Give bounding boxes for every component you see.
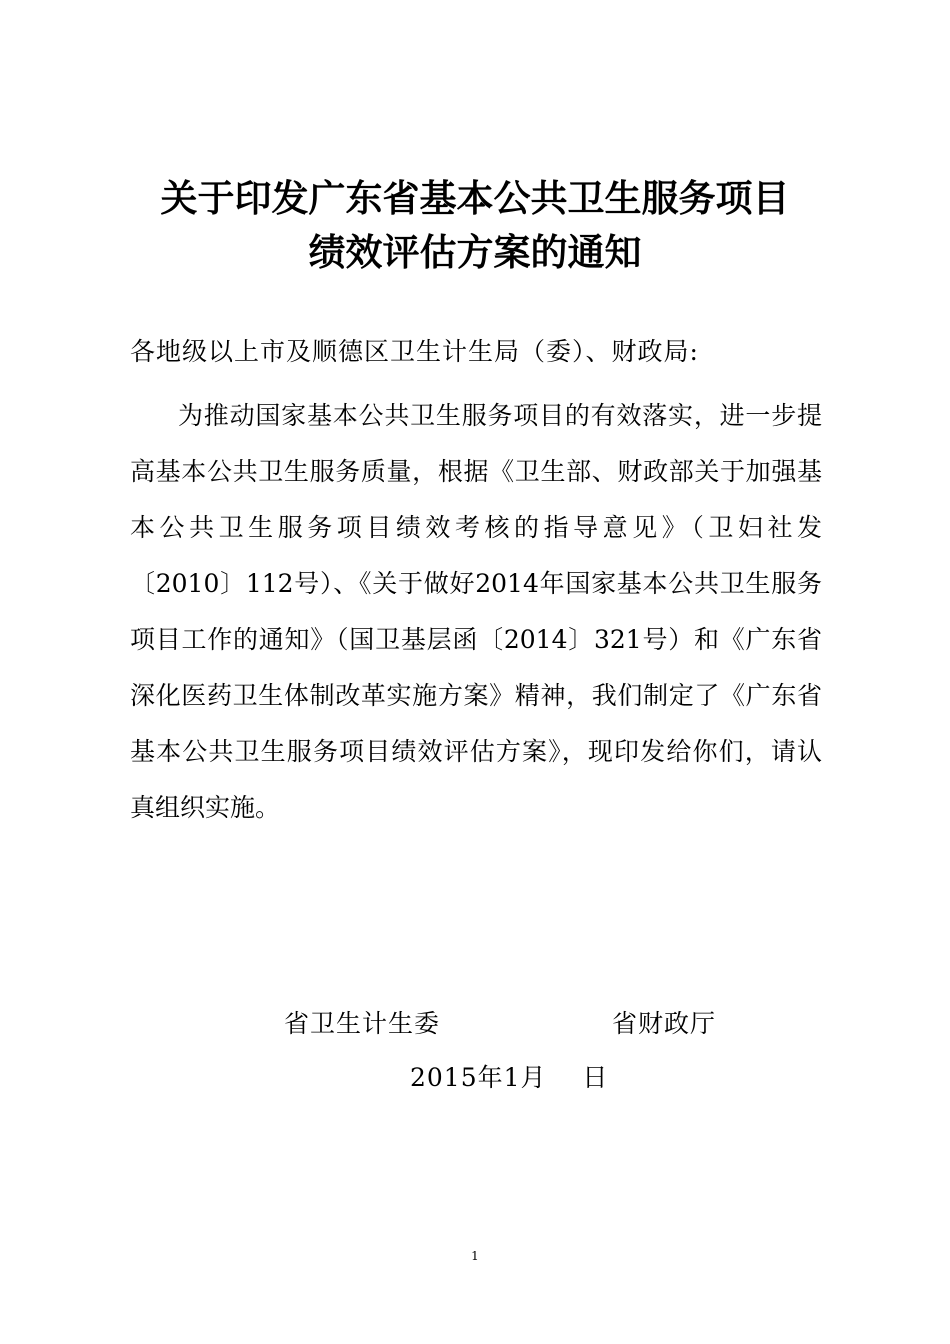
body-paragraph: [130, 388, 822, 836]
document-title-line-1: 关于印发广东省基本公共卫生服务项目: [160, 176, 790, 220]
body-line: 真组织实施。: [130, 793, 281, 822]
signer-health-commission: 省卫生计生委: [284, 1009, 441, 1038]
body-line: 深化医药卫生体制改革实施方案》精神，我们制定了《广东省: [130, 681, 822, 710]
signer-finance-department: 省财政厅: [612, 1009, 717, 1038]
issue-date: 2015年1月 日: [410, 1063, 609, 1092]
body-line: 本公共卫生服务项目绩效考核的指导意见》（卫妇社发: [130, 513, 822, 542]
document-title-line-2: 绩效评估方案的通知: [308, 230, 642, 274]
salutation: 各地级以上市及顺德区卫生计生局（委）、财政局:: [130, 337, 699, 366]
page-number: 1: [471, 1249, 479, 1263]
body-line: 基本公共卫生服务项目绩效评估方案》，现印发给你们，请认: [130, 737, 822, 766]
body-line: 〔2010〕112号）、《关于做好2014年国家基本公共卫生服务: [130, 569, 822, 598]
body-line: 为推动国家基本公共卫生服务项目的有效落实，进一步提: [178, 401, 822, 430]
body-line: 高基本公共卫生服务质量，根据《卫生部、财政部关于加强基: [130, 457, 822, 486]
body-line: 项目工作的通知》（国卫基层函〔2014〕321号）和《广东省: [130, 625, 822, 654]
